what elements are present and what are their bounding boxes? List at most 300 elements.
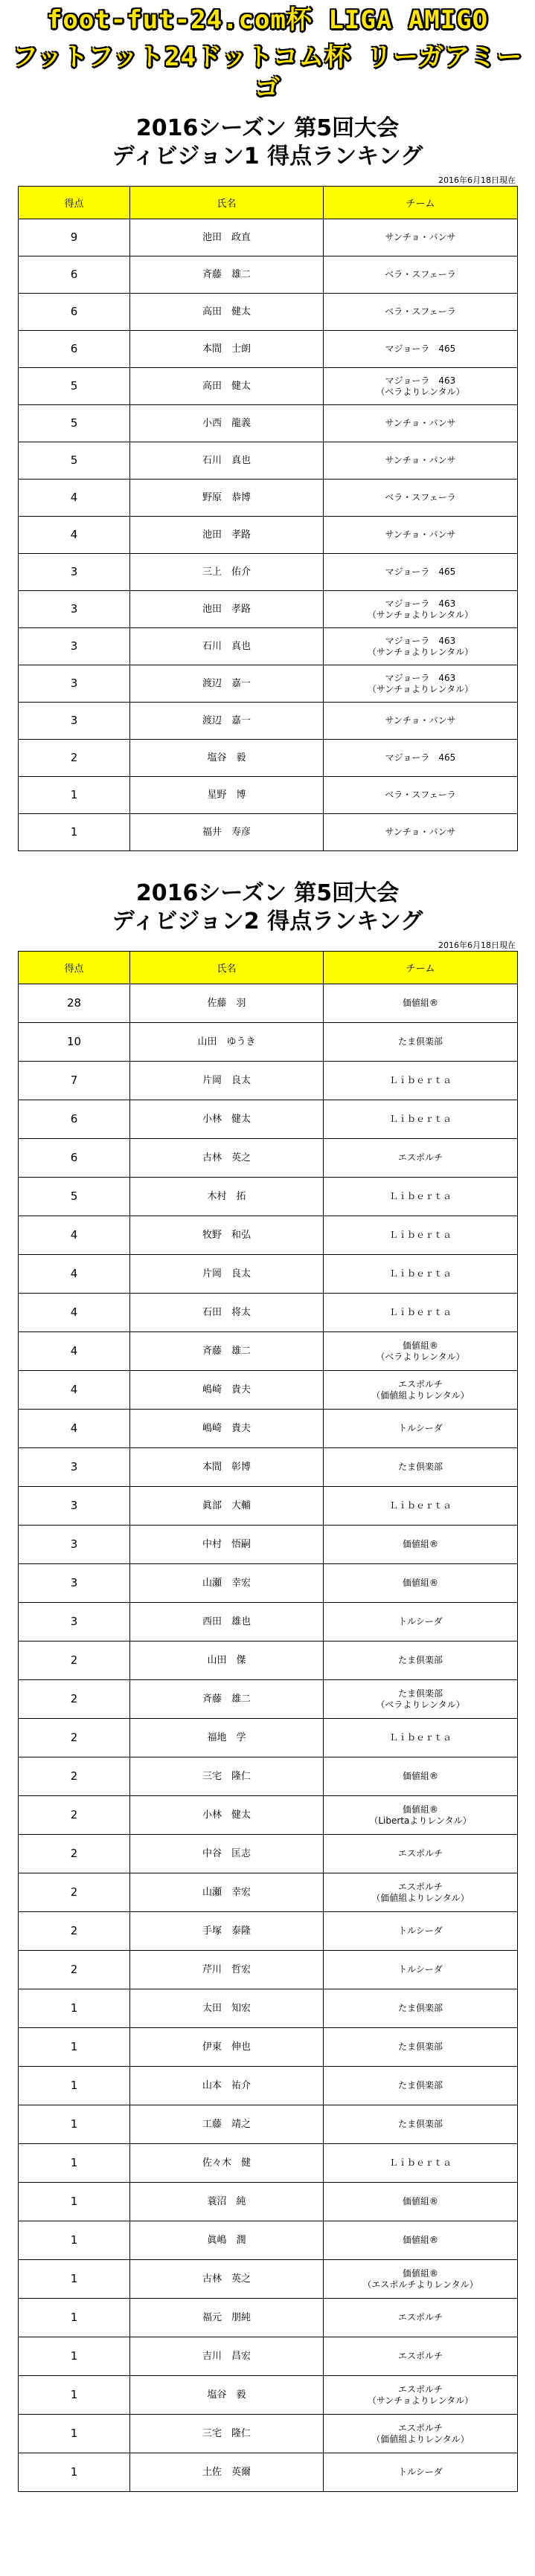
team-cell (324, 814, 518, 851)
points-cell: 5 (19, 1178, 130, 1216)
table-row (19, 219, 518, 256)
player-name-cell: 石川 真也 (130, 442, 324, 480)
table-row (19, 294, 518, 331)
points-cell: 1 (19, 2415, 130, 2453)
table-row (19, 1951, 518, 1989)
player-name-cell: 塩谷 毅 (130, 2376, 324, 2415)
table-row (19, 1487, 518, 1526)
team-cell (324, 1835, 518, 1873)
player-name-cell: 高田 健太 (130, 294, 324, 331)
points-cell: 1 (19, 777, 130, 814)
team-name: たま倶楽部 (397, 1655, 443, 1665)
table-row (19, 2183, 518, 2221)
table-row (19, 2260, 518, 2299)
team-rental-note: （ベラよりレンタル） (376, 1351, 465, 1362)
player-name-cell: 小林 健太 (130, 1796, 324, 1835)
team-cell (324, 554, 518, 591)
team-cell (324, 1951, 518, 1989)
team-name: 価値組® (402, 1771, 438, 1781)
table-row (19, 1332, 518, 1371)
banner-title-latin: foot-fut-24.com杯 LIGA AMIGO (46, 5, 489, 35)
division2-title-ranking: ディビジョン2 得点ランキング (112, 908, 423, 934)
points-cell: 4 (19, 1255, 130, 1294)
team-cell (324, 2376, 518, 2415)
points-cell: 2 (19, 1757, 130, 1796)
team-name: サンチョ・パンサ (385, 715, 456, 726)
player-name-cell: 嶋崎 貴夫 (130, 1371, 324, 1410)
points-cell: 2 (19, 1835, 130, 1873)
points-cell: 6 (19, 256, 130, 294)
team-cell (324, 1178, 518, 1216)
points-cell: 2 (19, 1912, 130, 1951)
header-points: 得点 (19, 187, 130, 219)
player-name-cell: 古林 英之 (130, 1139, 324, 1178)
team-cell (324, 1796, 518, 1835)
team-name: たま倶楽部 (397, 1462, 443, 1472)
team-cell (324, 628, 518, 665)
team-cell (324, 2415, 518, 2453)
table-row (19, 2105, 518, 2144)
points-cell: 2 (19, 1680, 130, 1719)
points-cell: 1 (19, 2337, 130, 2376)
team-name: たま倶楽部 (397, 2041, 443, 2052)
team-name: Ｌｉｂｅｒｔａ (388, 1114, 452, 1124)
team-name: サンチョ・パンサ (385, 232, 456, 242)
table-row (19, 1216, 518, 1255)
team-name: Ｌｉｂｅｒｔａ (388, 1732, 452, 1743)
team-name: エスポルチ (397, 1881, 443, 1892)
team-name: 価値組® (402, 1804, 438, 1815)
team-cell (324, 1255, 518, 1294)
points-cell: 1 (19, 2376, 130, 2415)
table-row (19, 1410, 518, 1448)
team-cell (324, 2299, 518, 2337)
table-row (19, 703, 518, 740)
team-name: Ｌｉｂｅｒｔａ (388, 1230, 452, 1240)
team-name: Ｌｉｂｅｒｔａ (388, 1500, 452, 1511)
player-name-cell: 吉川 昌宏 (130, 2337, 324, 2376)
points-cell: 4 (19, 1332, 130, 1371)
division1-title-ranking: ディビジョン1 得点ランキング (112, 143, 423, 170)
team-name: エスポルチ (397, 1152, 443, 1163)
header-points: 得点 (19, 952, 130, 984)
player-name-cell: 片岡 良太 (130, 1062, 324, 1100)
division1-ranking-table (18, 186, 518, 851)
team-cell (324, 256, 518, 294)
points-cell: 3 (19, 1603, 130, 1642)
team-cell (324, 1332, 518, 1371)
team-name: マジョーラ 465 (385, 566, 456, 577)
team-name: マジョーラ 463 (385, 598, 456, 609)
team-name: マジョーラ 465 (385, 752, 456, 763)
points-cell: 3 (19, 554, 130, 591)
team-rental-note: （価値組よりレンタル） (371, 2433, 470, 2444)
points-cell: 1 (19, 2453, 130, 2492)
table-row (19, 2028, 518, 2067)
player-name-cell: 本間 彰博 (130, 1448, 324, 1487)
division1-as-of-date: 2016年6月18日現在 (438, 175, 516, 185)
team-name: トルシーダ (398, 1616, 443, 1627)
table-row (19, 554, 518, 591)
player-name-cell: 太田 知宏 (130, 1989, 324, 2028)
division2-as-of-date: 2016年6月18日現在 (438, 940, 516, 950)
team-name: サンチョ・パンサ (385, 455, 456, 465)
team-name: トルシーダ (398, 1423, 443, 1433)
player-name-cell: 池田 孝路 (130, 591, 324, 628)
table-row (19, 1255, 518, 1294)
points-cell: 2 (19, 1642, 130, 1680)
table-row (19, 628, 518, 665)
team-cell (324, 740, 518, 777)
player-name-cell: 眞部 大輔 (130, 1487, 324, 1526)
team-name: エスポルチ (397, 2422, 443, 2433)
table-row (19, 1448, 518, 1487)
player-name-cell: 山田 傑 (130, 1642, 324, 1680)
player-name-cell: 山瀬 幸宏 (130, 1873, 324, 1912)
team-cell (324, 703, 518, 740)
table-row (19, 1989, 518, 2028)
player-name-cell: 斉藤 雄二 (130, 1332, 324, 1371)
team-cell (324, 1680, 518, 1719)
table-row (19, 2415, 518, 2453)
team-cell (324, 2183, 518, 2221)
team-name: 価値組® (402, 1539, 438, 1549)
team-name: マジョーラ 463 (385, 672, 456, 683)
table-row (19, 1139, 518, 1178)
points-cell: 5 (19, 368, 130, 405)
points-cell: 1 (19, 1989, 130, 2028)
table-row (19, 480, 518, 517)
division1-title-season: 2016シーズン 第5回大会 (135, 115, 400, 141)
team-cell (324, 1989, 518, 2028)
team-cell (324, 1216, 518, 1255)
player-name-cell: 池田 政直 (130, 219, 324, 256)
points-cell: 1 (19, 2183, 130, 2221)
player-name-cell: 本間 士朗 (130, 331, 324, 368)
points-cell: 1 (19, 2067, 130, 2105)
team-rental-note: （サンチョよりレンタル） (367, 2395, 474, 2406)
table-row (19, 665, 518, 703)
team-name: ベラ・スフェーラ (385, 306, 456, 317)
points-cell: 4 (19, 1216, 130, 1255)
team-name: 価値組® (402, 1340, 438, 1351)
team-rental-note: （価値組よりレンタル） (371, 1892, 470, 1903)
player-name-cell: 渡辺 嘉一 (130, 703, 324, 740)
table-row (19, 1719, 518, 1757)
points-cell: 3 (19, 665, 130, 703)
team-name: 価値組® (402, 2196, 438, 2207)
table-row (19, 1873, 518, 1912)
team-name: サンチョ・パンサ (385, 827, 456, 837)
team-rental-note: （ベラよりレンタル） (376, 386, 465, 397)
player-name-cell: 佐々木 健 (130, 2144, 324, 2183)
table-row (19, 368, 518, 405)
points-cell: 3 (19, 1487, 130, 1526)
team-name: マジョーラ 463 (385, 635, 456, 646)
player-name-cell: 工藤 靖之 (130, 2105, 324, 2144)
team-cell (324, 442, 518, 480)
player-name-cell: 古林 英之 (130, 2260, 324, 2299)
player-name-cell: 池田 孝路 (130, 517, 324, 554)
team-name: たま倶楽部 (397, 1688, 443, 1699)
table-row (19, 740, 518, 777)
team-cell (324, 2028, 518, 2067)
player-name-cell: 石田 将太 (130, 1294, 324, 1332)
points-cell: 2 (19, 740, 130, 777)
points-cell: 1 (19, 2260, 130, 2299)
points-cell: 6 (19, 1139, 130, 1178)
team-name: エスポルチ (397, 1378, 443, 1389)
team-cell (324, 1603, 518, 1642)
table-row (19, 405, 518, 442)
table-row (19, 1100, 518, 1139)
player-name-cell: 三上 佑介 (130, 554, 324, 591)
team-name: Ｌｉｂｅｒｔａ (388, 1075, 452, 1085)
team-name: Ｌｉｂｅｒｔａ (388, 1307, 452, 1317)
points-cell: 4 (19, 1371, 130, 1410)
team-cell (324, 2453, 518, 2492)
team-cell (324, 1448, 518, 1487)
points-cell: 4 (19, 517, 130, 554)
player-name-cell: 福地 学 (130, 1719, 324, 1757)
team-cell (324, 1487, 518, 1526)
points-cell: 4 (19, 1410, 130, 1448)
player-name-cell: 眞嶋 潤 (130, 2221, 324, 2260)
team-rental-note: （サンチョよりレンタル） (367, 683, 474, 694)
table-row (19, 2376, 518, 2415)
player-name-cell: 野原 恭博 (130, 480, 324, 517)
table-row (19, 1912, 518, 1951)
team-name: トルシーダ (398, 2467, 443, 2477)
points-cell: 2 (19, 1796, 130, 1835)
points-cell: 3 (19, 1448, 130, 1487)
player-name-cell: 中谷 匡志 (130, 1835, 324, 1873)
team-cell (324, 2067, 518, 2105)
points-cell: 3 (19, 1564, 130, 1603)
points-cell: 3 (19, 591, 130, 628)
team-name: トルシーダ (398, 1964, 443, 1975)
team-cell (324, 1139, 518, 1178)
team-rental-note: （Libertaよりレンタル） (369, 1815, 472, 1826)
table-row (19, 2067, 518, 2105)
player-name-cell: 中村 悟嗣 (130, 1526, 324, 1564)
team-cell (324, 1062, 518, 1100)
points-cell: 6 (19, 294, 130, 331)
table-row (19, 2144, 518, 2183)
team-rental-note: （ベラよりレンタル） (376, 1699, 465, 1710)
team-cell (324, 2337, 518, 2376)
team-cell (324, 294, 518, 331)
player-name-cell: 牧野 和弘 (130, 1216, 324, 1255)
team-cell (324, 1526, 518, 1564)
division1-section (0, 114, 535, 851)
team-cell (324, 1564, 518, 1603)
points-cell: 1 (19, 814, 130, 851)
team-cell (324, 1100, 518, 1139)
team-name: 価値組® (402, 2267, 438, 2279)
team-name: たま倶楽部 (397, 1036, 443, 1047)
header-team: チーム (324, 187, 518, 219)
team-cell (324, 777, 518, 814)
team-name: たま倶楽部 (397, 2003, 443, 2013)
player-name-cell: 高田 健太 (130, 368, 324, 405)
player-name-cell: 蓑沼 純 (130, 2183, 324, 2221)
header-team: チーム (324, 952, 518, 984)
table-row (19, 1526, 518, 1564)
points-cell: 1 (19, 2028, 130, 2067)
player-name-cell: 山田 ゆうき (130, 1023, 324, 1062)
banner (0, 0, 535, 104)
team-rental-note: （価値組よりレンタル） (371, 1389, 470, 1401)
points-cell: 3 (19, 1526, 130, 1564)
player-name-cell: 斉藤 雄二 (130, 1680, 324, 1719)
player-name-cell: 嶋崎 貴夫 (130, 1410, 324, 1448)
table-row (19, 517, 518, 554)
points-cell: 2 (19, 1719, 130, 1757)
table-row (19, 1062, 518, 1100)
points-cell: 1 (19, 2299, 130, 2337)
team-cell (324, 2105, 518, 2144)
team-cell (324, 2144, 518, 2183)
points-cell: 2 (19, 1951, 130, 1989)
points-cell: 4 (19, 1294, 130, 1332)
player-name-cell: 芹川 哲宏 (130, 1951, 324, 1989)
table-row (19, 814, 518, 851)
points-cell: 6 (19, 1100, 130, 1139)
points-cell: 3 (19, 703, 130, 740)
points-cell: 10 (19, 1023, 130, 1062)
table-row (19, 1642, 518, 1680)
team-name: エスポルチ (397, 2312, 443, 2322)
points-cell: 5 (19, 405, 130, 442)
team-cell (324, 2221, 518, 2260)
team-name: Ｌｉｂｅｒｔａ (388, 1268, 452, 1279)
table-row (19, 2299, 518, 2337)
team-name: Ｌｉｂｅｒｔａ (388, 1191, 452, 1201)
points-cell: 2 (19, 1873, 130, 1912)
team-name: ベラ・スフェーラ (385, 790, 456, 800)
points-cell: 3 (19, 628, 130, 665)
team-name: Ｌｉｂｅｒｔａ (388, 2157, 452, 2168)
team-name: 価値組® (402, 2235, 438, 2245)
player-name-cell: 伊東 伸也 (130, 2028, 324, 2067)
table-header-row (19, 952, 518, 984)
points-cell: 9 (19, 219, 130, 256)
player-name-cell: 斉藤 雄二 (130, 256, 324, 294)
team-name: マジョーラ 463 (385, 375, 456, 386)
team-name: エスポルチ (397, 1848, 443, 1859)
table-row (19, 1796, 518, 1835)
player-name-cell: 西田 雄也 (130, 1603, 324, 1642)
team-rental-note: （サンチョよりレンタル） (367, 609, 474, 620)
header-name: 氏名 (130, 952, 324, 984)
team-name: ベラ・スフェーラ (385, 492, 456, 503)
points-cell: 7 (19, 1062, 130, 1100)
player-name-cell: 手塚 泰隆 (130, 1912, 324, 1951)
team-rental-note: （サンチョよりレンタル） (367, 646, 474, 657)
team-name: マジョーラ 465 (385, 343, 456, 354)
team-cell (324, 331, 518, 368)
banner-title-kana: フットフット24ドットコム杯 リーガアミーゴ (12, 42, 523, 103)
team-cell (324, 219, 518, 256)
team-cell (324, 1719, 518, 1757)
player-name-cell: 土佐 英爾 (130, 2453, 324, 2492)
points-cell: 1 (19, 2221, 130, 2260)
team-cell (324, 1371, 518, 1410)
player-name-cell: 三宅 隆仁 (130, 1757, 324, 1796)
points-cell: 1 (19, 2105, 130, 2144)
team-cell (324, 1410, 518, 1448)
points-cell: 4 (19, 480, 130, 517)
team-cell (324, 2260, 518, 2299)
team-name: ベラ・スフェーラ (385, 269, 456, 280)
team-name: 価値組® (402, 1578, 438, 1588)
table-row (19, 2221, 518, 2260)
table-row (19, 1564, 518, 1603)
points-cell: 5 (19, 442, 130, 480)
table-row (19, 1757, 518, 1796)
table-row (19, 1835, 518, 1873)
table-row (19, 2453, 518, 2492)
team-cell (324, 517, 518, 554)
player-name-cell: 佐藤 羽 (130, 984, 324, 1023)
team-name: エスポルチ (397, 2383, 443, 2395)
player-name-cell: 石川 真也 (130, 628, 324, 665)
team-cell (324, 368, 518, 405)
team-cell (324, 591, 518, 628)
team-cell (324, 1873, 518, 1912)
player-name-cell: 木村 拓 (130, 1178, 324, 1216)
points-cell: 6 (19, 331, 130, 368)
team-cell (324, 984, 518, 1023)
player-name-cell: 小林 健太 (130, 1100, 324, 1139)
player-name-cell: 山本 祐介 (130, 2067, 324, 2105)
division2-title-season: 2016シーズン 第5回大会 (135, 880, 400, 906)
division2-section (0, 879, 535, 2492)
table-row (19, 256, 518, 294)
table-row (19, 2337, 518, 2376)
table-row (19, 1371, 518, 1410)
team-cell (324, 405, 518, 442)
team-cell (324, 1294, 518, 1332)
team-cell (324, 1642, 518, 1680)
points-cell: 28 (19, 984, 130, 1023)
player-name-cell: 福井 寿彦 (130, 814, 324, 851)
points-cell: 1 (19, 2144, 130, 2183)
team-name: サンチョ・パンサ (385, 529, 456, 540)
player-name-cell: 山瀬 幸宏 (130, 1564, 324, 1603)
header-name: 氏名 (130, 187, 324, 219)
player-name-cell: 小西 龍義 (130, 405, 324, 442)
table-row (19, 1603, 518, 1642)
team-cell (324, 1912, 518, 1951)
player-name-cell: 福元 朋純 (130, 2299, 324, 2337)
team-cell (324, 480, 518, 517)
team-name: サンチョ・パンサ (385, 418, 456, 428)
team-name: たま倶楽部 (397, 2080, 443, 2091)
table-header-row (19, 187, 518, 219)
player-name-cell: 片岡 良太 (130, 1255, 324, 1294)
team-cell (324, 665, 518, 703)
player-name-cell: 星野 博 (130, 777, 324, 814)
table-row (19, 442, 518, 480)
team-name: トルシーダ (398, 1925, 443, 1936)
division2-ranking-table (18, 951, 518, 2492)
table-row (19, 1294, 518, 1332)
table-row (19, 1023, 518, 1062)
table-row (19, 1680, 518, 1719)
team-rental-note: （エスポルチよりレンタル） (362, 2279, 478, 2290)
